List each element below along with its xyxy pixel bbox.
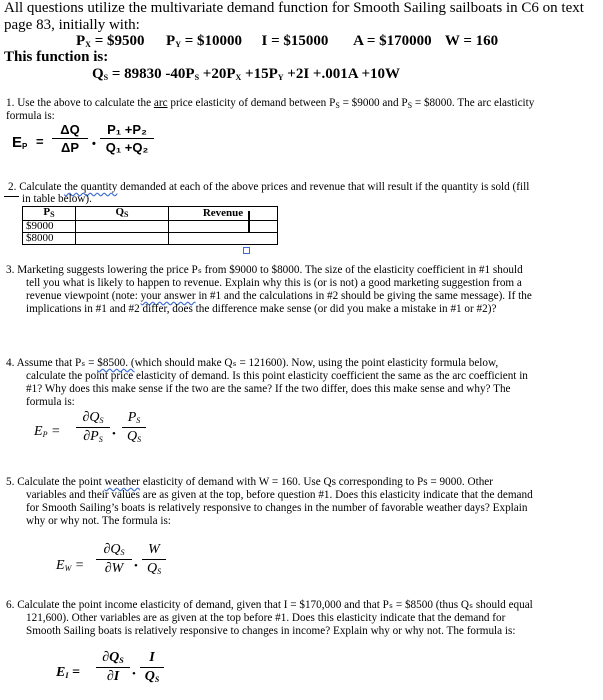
q3-line-4: implications in #1 and #2 differ, does the difference make sense (or did you make a mistake in #1 or #2)?: [26, 303, 497, 315]
q2-line-2: in table below).: [22, 193, 92, 205]
table-cell-revenue[interactable]: [169, 233, 278, 245]
revenue-table: [22, 206, 278, 245]
var-a: A = $170000: [353, 33, 432, 49]
q6-line-2: 121,600). Other variables are as given at the top before #1. Does this elasticity indicate that the demand for: [26, 612, 506, 624]
q5-line-3: for Smooth Sailing’s boats is relatively responsive to changes in the number of favorable weather days? Explain: [26, 502, 528, 514]
q6-fraction-2: $\frac{I}{Q_S}$: [140, 650, 164, 685]
q6-line-3: Smooth Sailing boats is relatively responsive to changes in income? Explain why or why not. The formula is:: [26, 625, 516, 637]
q3-line-1: 3. Marketing suggests lowering the price Pₛ from $9000 to $8000. The size of the elasticity coefficient in #1 should: [6, 264, 523, 276]
q5-dot: •: [134, 560, 138, 572]
table-header-row: [23, 207, 278, 221]
q2-marker-line: [4, 196, 19, 197]
q5-fraction-1: $\frac{\partial Q_S}{\partial W}$: [96, 542, 132, 577]
var-i: I = $15000: [261, 33, 329, 49]
q4-line-4: formula is:: [26, 396, 75, 408]
table-cell-quantity[interactable]: [76, 221, 169, 233]
q2-line-1: 2. Calculate the quantity demanded at each of the above prices and revenue that will result if the quantity is sold (fill: [8, 181, 530, 193]
var-px: $P_X$ = $9500: [76, 33, 145, 49]
q5-line-4: why or why not. The formula is:: [26, 515, 171, 527]
q1-formula-eq: =: [36, 134, 44, 149]
table-cell-price: $8000: [23, 233, 76, 245]
q4-line-2: calculate the point price elasticity of demand. Is this point elasticity coefficient the same as the arc coefficient in: [26, 370, 528, 382]
q4-line-3: #1? Why does this make sense if the two are the same? If the two differ, does this make sense and why? The: [26, 383, 511, 395]
table-cell-price: $9000: [23, 221, 76, 233]
table-header-qs: $Q_S$: [76, 207, 169, 221]
table-row: [23, 221, 278, 233]
q1-formula-lhs: $E_P$: [12, 134, 28, 151]
q4-line-1: 4. Assume that Pₛ = $8500. (which should make Qₛ = 121600). Now, using the point elasticity formula below,: [6, 357, 499, 369]
q1-fraction-2-denominator: Q₁ +Q₂: [105, 140, 149, 155]
q5-fraction-2: $\frac{W}{Q_S}$: [142, 542, 166, 577]
this-function-label: This function is:: [4, 49, 109, 65]
q6-formula-lhs: $E_I$ =: [56, 665, 80, 680]
q1-dot: •: [92, 138, 96, 150]
demand-function: $Q_S = 89830$ $-40P_S +20P_X +15P_Y +2I +.001A +10W$: [92, 66, 401, 82]
table-cell-quantity[interactable]: [76, 233, 169, 245]
q1-line-1: 1. Use the above to calculate the arc price elasticity of demand between $P_S$ = $9000 and $P_S$ = $8000. The arc elasticity: [6, 97, 535, 110]
q4-fraction-2: $\frac{P_S}{Q_S}$: [122, 410, 146, 445]
q4-formula-lhs: $E_P$ =: [34, 424, 61, 439]
q4-dot: •: [112, 428, 116, 440]
var-w: W = 160: [444, 33, 499, 49]
q1-fraction-2-numerator: P₁ +P₂: [100, 122, 154, 139]
table-row: [23, 233, 278, 245]
q1-line-2: formula is:: [6, 110, 55, 122]
q6-dot: •: [132, 668, 136, 680]
text-cursor: [248, 211, 250, 233]
q5-line-1: 5. Calculate the point weather elasticity of demand with W = 160. Use Qs corresponding to Ps = 9000. Other: [6, 476, 493, 488]
intro-line-2: page 83, initially with:: [4, 17, 140, 33]
q3-line-3: revenue viewpoint (note: your answer in #1 and the calculations in #2 should be giving the same message). If the: [26, 290, 532, 302]
q1-fraction-1: [52, 122, 88, 155]
q5-formula-lhs: $E_W$ =: [56, 558, 85, 573]
var-py: $P_Y$ = $10000: [166, 33, 243, 49]
initial-values: [76, 33, 498, 50]
resize-handle[interactable]: [243, 247, 250, 254]
q5-line-2: variables and their values are as given at the top, before question #1. Does this elasticity indicate that the demand: [26, 489, 533, 501]
intro-line-1: All questions utilize the multivariate demand function for Smooth Sailing sailboats in C6 on text: [4, 0, 584, 16]
q3-line-2: tell you what is likely to happen to revenue. Explain why this is (or is not) a good marketing suggestion from a: [26, 277, 522, 289]
q4-fraction-1: $\frac{\partial Q_S}{\partial P_S}$: [76, 410, 110, 445]
q1-fraction-1-numerator: ΔQ: [52, 122, 88, 139]
table-header-revenue: Revenue: [169, 207, 278, 221]
table-header-ps: $P_S$: [23, 207, 76, 221]
q1-fraction-1-denominator: ΔP: [60, 140, 79, 155]
q1-fraction-2: [100, 122, 154, 155]
table-cell-revenue[interactable]: [169, 221, 278, 233]
q6-fraction-1: $\frac{\partial Q_S}{\partial I}$: [96, 650, 130, 685]
q6-line-1: 6. Calculate the point income elasticity of demand, given that I = $170,000 and that Pₛ = $8500 (thus Qₛ should equal: [6, 599, 533, 611]
